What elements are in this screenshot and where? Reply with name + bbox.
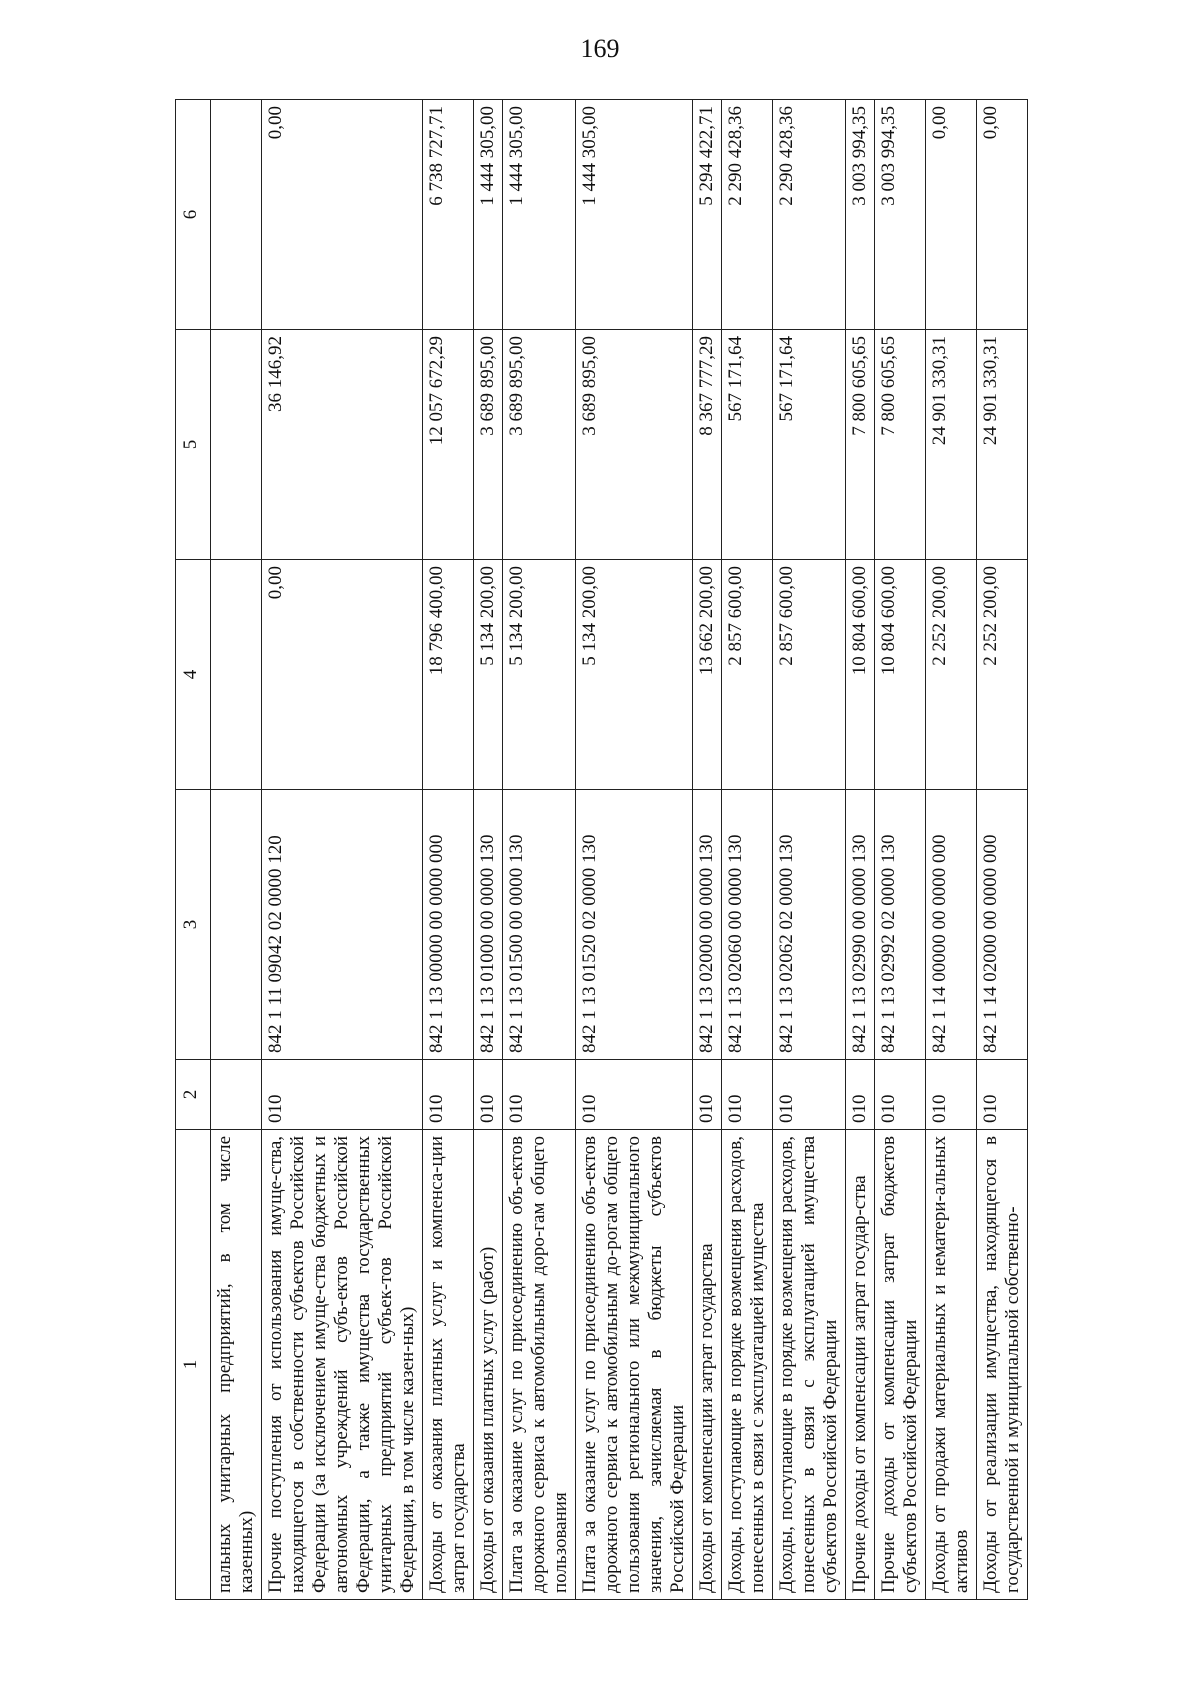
row-name-cell: Доходы от оказания платных услуг (работ) <box>474 1130 503 1600</box>
row-executed-cell: 7 800 605,65 <box>846 330 875 560</box>
header-col-5: 5 <box>176 330 211 560</box>
row-approved-cell: 5 134 200,00 <box>503 560 576 790</box>
row-approved-cell: 10 804 600,00 <box>846 560 875 790</box>
row-kbk-cell: 842 1 13 02990 00 0000 130 <box>846 790 875 1060</box>
row-unexecuted-cell: 2 290 428,36 <box>722 100 773 330</box>
row-code-cell: 010 <box>722 1060 773 1130</box>
row-name-cell: Доходы от продажи материальных и нематери-альных активов <box>926 1130 977 1600</box>
row-executed-cell <box>211 330 262 560</box>
table-row <box>977 100 1028 1600</box>
row-code-cell: 010 <box>693 1060 722 1130</box>
row-name-cell: Доходы от реализации имущества, находящегося в государственной и муниципальной собственно- <box>977 1130 1028 1600</box>
row-unexecuted-cell <box>211 100 262 330</box>
row-code-cell: 010 <box>262 1060 423 1130</box>
row-approved-cell: 13 662 200,00 <box>693 560 722 790</box>
row-code-cell: 010 <box>926 1060 977 1130</box>
row-kbk-cell: 842 1 13 01520 02 0000 130 <box>576 790 693 1060</box>
row-executed-cell: 24 901 330,31 <box>926 330 977 560</box>
row-name-cell: Доходы от оказания платных услуг и компенса-ции затрат государства <box>423 1130 474 1600</box>
row-executed-cell: 12 057 672,29 <box>423 330 474 560</box>
row-approved-cell: 2 857 600,00 <box>773 560 846 790</box>
row-kbk-cell <box>211 790 262 1060</box>
row-name-cell: Доходы, поступающие в порядке возмещения расходов, понесенных в связи с эксплуатацией имущества субъектов Российской Федерации <box>773 1130 846 1600</box>
row-unexecuted-cell: 0,00 <box>262 100 423 330</box>
row-kbk-cell: 842 1 13 01000 00 0000 130 <box>474 790 503 1060</box>
table-row <box>576 100 693 1600</box>
rotated-table-container <box>175 100 1095 1600</box>
row-name-cell: Прочие поступления от использования имуще-ства, находящегося в собственности субъектов Российской Федерации (за исключением имуще-ства бюджетных и автономных учреждений субъ-ектов Российской Федерации, а также имущества государственных унитарных предприятий субъек-тов Российской Федерации, в том числе казен-ных) <box>262 1130 423 1600</box>
row-unexecuted-cell: 5 294 422,71 <box>693 100 722 330</box>
row-name-cell: Плата за оказание услуг по присоединению объ-ектов дорожного сервиса к автомобильным доро-гам общего пользования <box>503 1130 576 1600</box>
row-approved-cell: 2 252 200,00 <box>977 560 1028 790</box>
header-col-3: 3 <box>176 790 211 1060</box>
row-executed-cell: 7 800 605,65 <box>875 330 926 560</box>
row-approved-cell: 2 252 200,00 <box>926 560 977 790</box>
table-row <box>262 100 423 1600</box>
row-executed-cell: 24 901 330,31 <box>977 330 1028 560</box>
table-row <box>846 100 875 1600</box>
row-name-cell: Прочие доходы от компенсации затрат государ-ства <box>846 1130 875 1600</box>
budget-revenue-table <box>175 99 1028 1600</box>
header-col-1: 1 <box>176 1130 211 1600</box>
row-code-cell: 010 <box>977 1060 1028 1130</box>
row-code-cell: 010 <box>503 1060 576 1130</box>
table-row <box>503 100 576 1600</box>
table-row <box>693 100 722 1600</box>
row-unexecuted-cell: 3 003 994,35 <box>875 100 926 330</box>
row-unexecuted-cell: 1 444 305,00 <box>503 100 576 330</box>
header-col-6: 6 <box>176 100 211 330</box>
header-col-4: 4 <box>176 560 211 790</box>
header-col-2: 2 <box>176 1060 211 1130</box>
table-row <box>875 100 926 1600</box>
row-unexecuted-cell: 1 444 305,00 <box>474 100 503 330</box>
row-kbk-cell: 842 1 13 01500 00 0000 130 <box>503 790 576 1060</box>
row-unexecuted-cell: 0,00 <box>926 100 977 330</box>
row-kbk-cell: 842 1 13 02060 00 0000 130 <box>722 790 773 1060</box>
row-kbk-cell: 842 1 14 02000 00 0000 000 <box>977 790 1028 1060</box>
row-kbk-cell: 842 1 11 09042 02 0000 120 <box>262 790 423 1060</box>
row-name-cell: Прочие доходы от компенсации затрат бюджетов субъектов Российской Федерации <box>875 1130 926 1600</box>
row-approved-cell: 5 134 200,00 <box>576 560 693 790</box>
table-header-row <box>176 100 211 1600</box>
row-name-cell: Плата за оказание услуг по присоединению объ-ектов дорожного сервиса к автомобильным до-рогам общего пользования регионального или межмуниципального значения, зачисляемая в бюджеты субъектов Российской Федерации <box>576 1130 693 1600</box>
row-approved-cell: 18 796 400,00 <box>423 560 474 790</box>
row-code-cell: 010 <box>474 1060 503 1130</box>
table-row <box>474 100 503 1600</box>
table-row <box>722 100 773 1600</box>
row-unexecuted-cell: 3 003 994,35 <box>846 100 875 330</box>
row-code-cell: 010 <box>875 1060 926 1130</box>
row-kbk-cell: 842 1 13 02062 02 0000 130 <box>773 790 846 1060</box>
row-executed-cell: 36 146,92 <box>262 330 423 560</box>
row-kbk-cell: 842 1 13 02000 00 0000 130 <box>693 790 722 1060</box>
row-code-cell: 010 <box>773 1060 846 1130</box>
row-code-cell: 010 <box>576 1060 693 1130</box>
row-kbk-cell: 842 1 13 00000 00 0000 000 <box>423 790 474 1060</box>
row-code-cell: 010 <box>846 1060 875 1130</box>
row-kbk-cell: 842 1 13 02992 02 0000 130 <box>875 790 926 1060</box>
table-row <box>773 100 846 1600</box>
table-row <box>423 100 474 1600</box>
row-code-cell: 010 <box>423 1060 474 1130</box>
row-executed-cell: 567 171,64 <box>722 330 773 560</box>
row-unexecuted-cell: 1 444 305,00 <box>576 100 693 330</box>
row-name-cell: пальных унитарных предприятий, в том числе казенных) <box>211 1130 262 1600</box>
row-approved-cell: 5 134 200,00 <box>474 560 503 790</box>
table-row <box>926 100 977 1600</box>
row-executed-cell: 567 171,64 <box>773 330 846 560</box>
row-approved-cell: 2 857 600,00 <box>722 560 773 790</box>
row-kbk-cell: 842 1 14 00000 00 0000 000 <box>926 790 977 1060</box>
row-name-cell: Доходы, поступающие в порядке возмещения расходов, понесенных в связи с эксплуатацией имущества <box>722 1130 773 1600</box>
row-name-cell: Доходы от компенсации затрат государства <box>693 1130 722 1600</box>
row-approved-cell: 10 804 600,00 <box>875 560 926 790</box>
row-executed-cell: 3 689 895,00 <box>503 330 576 560</box>
row-code-cell <box>211 1060 262 1130</box>
row-executed-cell: 8 367 777,29 <box>693 330 722 560</box>
row-unexecuted-cell: 6 738 727,71 <box>423 100 474 330</box>
row-approved-cell: 0,00 <box>262 560 423 790</box>
page-number: 169 <box>580 34 620 63</box>
row-unexecuted-cell: 2 290 428,36 <box>773 100 846 330</box>
row-executed-cell: 3 689 895,00 <box>474 330 503 560</box>
row-approved-cell <box>211 560 262 790</box>
row-executed-cell: 3 689 895,00 <box>576 330 693 560</box>
table-row <box>211 100 262 1600</box>
row-unexecuted-cell: 0,00 <box>977 100 1028 330</box>
